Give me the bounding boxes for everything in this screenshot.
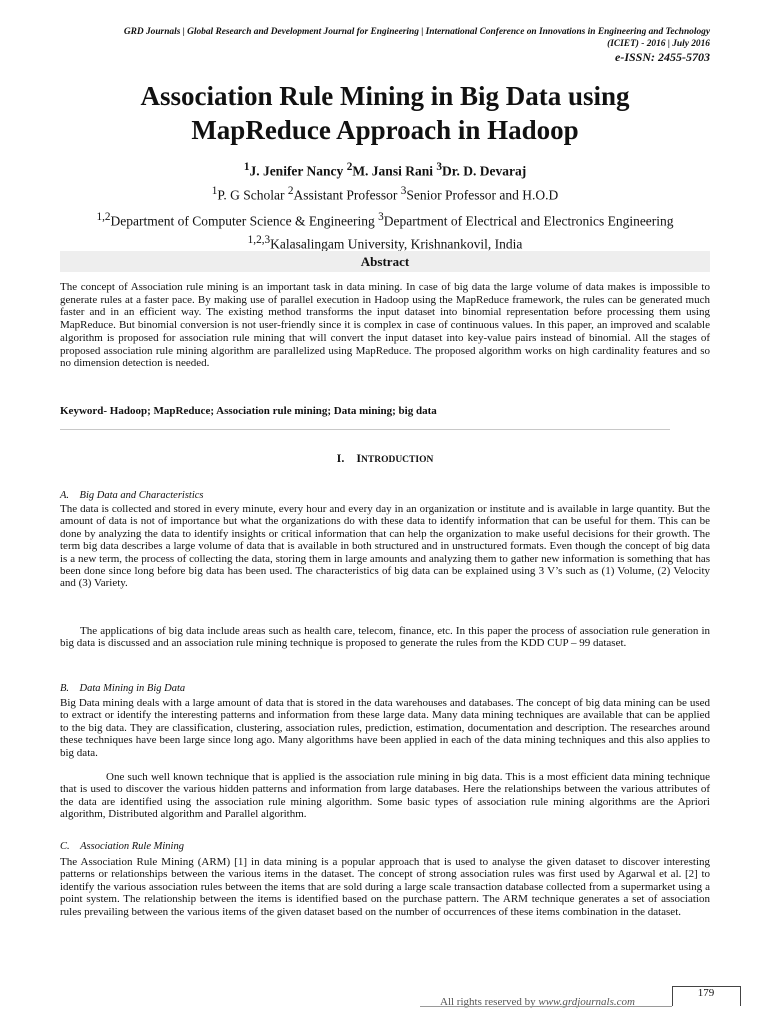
- subsection-heading-c: C. Association Rule Mining: [60, 841, 184, 852]
- author-names: [40, 158, 730, 181]
- subsection-heading-a: A. Big Data and Characteristics: [60, 490, 204, 501]
- author-1: J. Jenifer Nancy: [249, 163, 347, 179]
- affil-sup: 1,2,3: [247, 233, 271, 246]
- author-3: Dr. D. Devaraj: [441, 163, 527, 179]
- journal-header-line2: (ICIET) - 2016 | July 2016: [607, 38, 710, 49]
- author-roles: [40, 182, 730, 205]
- role-3: Senior Professor and H.O.D: [406, 187, 559, 202]
- journal-header: [60, 27, 710, 64]
- affil-sup: 1: [211, 184, 218, 197]
- paragraph-c1: The Association Rule Mining (ARM) [1] in data mining is a popular approach that is used to analyse the given dataset to discover interesting patterns or relationships between the various items in the dataset. The concept of strong association rules was first used by Agarwal et al. [2] to identify the various association rules between the items that are sold during a large scale transaction database collected from a supermarket using a point system. The relationship between the items is identified based on the purchase pattern. The ARM technique generates a set of association rules prevailing between the various items of the given dataset based on the number of occurrences of these items combination in the dataset.: [60, 856, 710, 918]
- paper-title-line2: MapReduce Approach in Hadoop: [191, 115, 579, 145]
- role-1: P. G Scholar: [217, 187, 288, 202]
- affil-sup: 3: [378, 211, 384, 223]
- footer-rights-text: All rights reserved by: [440, 996, 539, 1008]
- divider: [60, 429, 670, 430]
- role-2: Assistant Professor: [293, 187, 401, 202]
- affil-sup: 1: [243, 161, 250, 173]
- author-2: M. Jansi Rani: [352, 163, 437, 179]
- paragraph-b1: Big Data mining deals with a large amount of data that is stored in the data warehouses and databases. The concept of big data mining can be used to extract or identify the interesting patterns and information from these large data. Many data mining techniques are available that can be applied to the big data. They are classification, clustering, association rules, prediction, estimation, documentation and description. The researches around these techniques have been large since long ago. Many algorithms have been applied in each of the data mining techniques and this also applies to big data.: [60, 697, 710, 759]
- department-1: Department of Computer Science & Engineering: [110, 213, 379, 229]
- author-university: [40, 231, 730, 254]
- keywords: Keyword- Hadoop; MapReduce; Association rule mining; Data mining; big data: [60, 405, 437, 417]
- journal-header-line1: GRD Journals | Global Research and Development Journal for Engineering | International Conference on Innovations in Engineering and Technology: [123, 27, 710, 37]
- section-number: I.: [336, 451, 345, 465]
- department-2: Department of Electrical and Electronics Engineering: [383, 213, 674, 229]
- footer-site-link[interactable]: www.grdjournals.com: [538, 996, 635, 1008]
- section-title-rest: NTRODUCTION: [361, 455, 434, 465]
- author-block: [40, 158, 730, 253]
- footer-rule: [420, 1006, 672, 1007]
- affil-sup: 1,2: [96, 211, 111, 223]
- subsection-heading-b: B. Data Mining in Big Data: [60, 683, 186, 694]
- section-heading: [60, 451, 710, 468]
- affil-sup: 2: [287, 184, 294, 197]
- paper-title-line1: Association Rule Mining in Big Data using: [140, 81, 630, 111]
- affil-sup: 2: [346, 161, 353, 173]
- author-departments: [40, 208, 730, 231]
- university: Kalasalingam University, Krishnankovil, India: [270, 236, 523, 251]
- affil-sup: 3: [400, 184, 407, 197]
- paragraph-b2: One such well known technique that is applied is the association rule mining in big data. This is a most efficient data mining technique that is used to discover the various hidden patterns and information from large databases. Here the relationships between the various attributes of the data are identified using the association rule mining algorithm. Some basic types of association rule mining algorithms are the Apriori algorithm, Distributed algorithm and Parallel algorithm.: [60, 771, 710, 821]
- abstract-heading: Abstract: [60, 251, 710, 272]
- section-title-cap: I: [356, 451, 362, 465]
- abstract-text: The concept of Association rule mining is an important task in data mining. In case of big data the large volume of data makes is impossible to generate rules at a faster pace. By making use of parallel execution in Hadoop using the MapReduce framework, the rules can be generated much faster and in an efficient way. The existing method transforms the input dataset into binomial representation before processing them using MapReduce. But binomial conversion is not user-friendly since it is complex in case of continuous values. In this paper, an improved and scalable algorithm is proposed for association rule mining that will convert the input dataset into key-value pairs instead of binomial. All the stages of proposed association rule mining algorithm are parallelized using MapReduce. The proposed algorithm works on high cardinality features and so no dimension detection is needed.: [60, 281, 710, 370]
- paragraph-a2: The applications of big data include areas such as health care, telecom, finance, etc. In this paper the process of association rule generation in big data is discussed and an association rule mining technique is proposed to generate the rules from the KDD CUP – 99 dataset.: [60, 625, 710, 650]
- paragraph-a1: The data is collected and stored in every minute, every hour and every day in an organization or institute and is available in large quantity. But the amount of data is not of importance but what the organizations do with these data to identify information that can be useful for them. This can be done by analyzing the data to identify insights or critical information that can help the organization to make useful decisions for their growth. The term big data describes a large volume of data that is available in both structured and in unstructured formats. Even though the concept of big data is a new term, the process of collecting the data, storing them in large amounts and analyzing them to gather new information is something that has been done since long before big data has been used. The characteristics of big data can be explained using 3 V’s such as (1) Volume, (2) Velocity and (3) Variety.: [60, 503, 710, 590]
- issn: e-ISSN: 2455-5703: [615, 50, 710, 64]
- page-box-right: [740, 986, 741, 1006]
- paper-title: [60, 79, 710, 147]
- affil-sup: 3: [436, 161, 442, 173]
- page-number: 179: [697, 987, 715, 999]
